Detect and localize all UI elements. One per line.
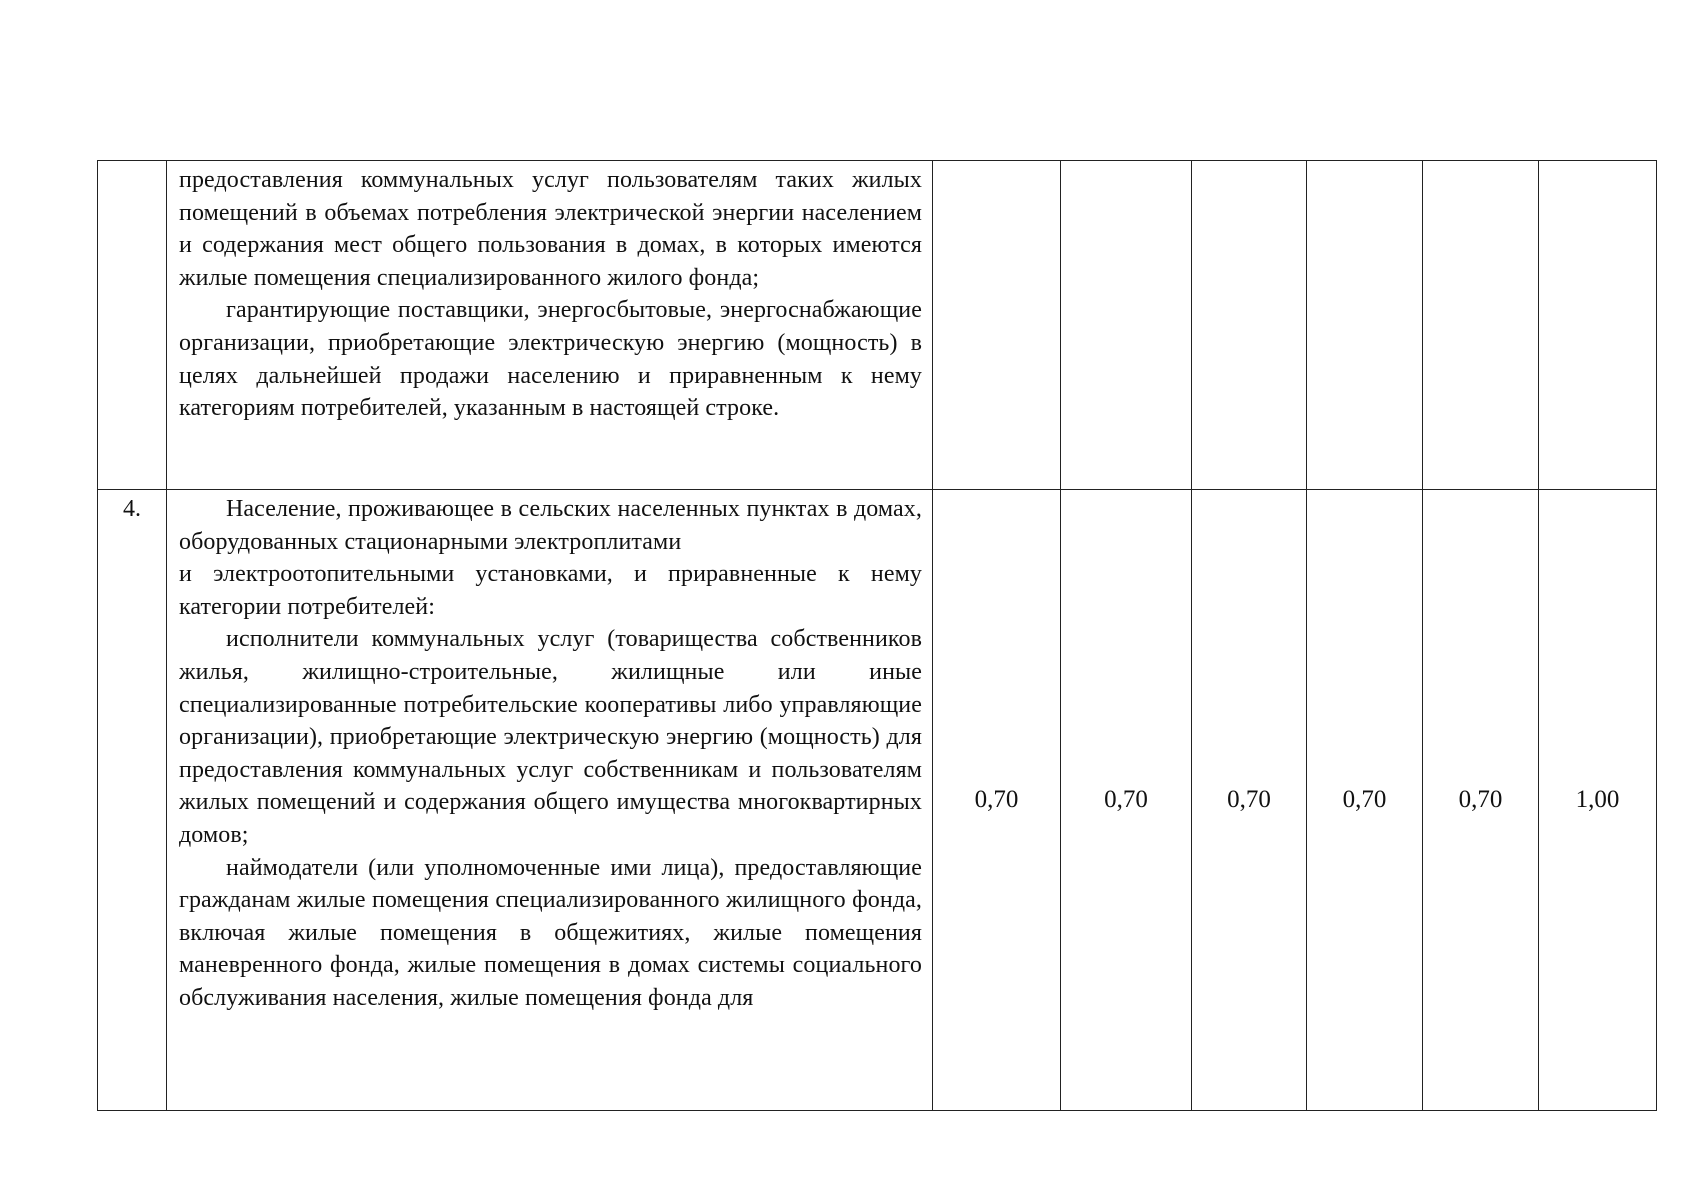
- value-cell-empty: [1423, 161, 1539, 490]
- description-paragraph: наймодатели (или уполномоченные ими лица), предоставляющие гражданам жилые помещения специализированного жилищного фонда, включая жилые помещения в общежитиях, жилые помещения маневренного фонда, жилые помещения в домах системы социального обслуживания населения, жилые помещения фонда для: [179, 854, 922, 1011]
- row-number-cell: [98, 161, 167, 490]
- row-description-cell: [167, 490, 933, 1111]
- description-paragraph: и электроотопительными установками, и приравненные к нему категории потребителей:: [179, 561, 922, 620]
- description-paragraph: предоставления коммунальных услуг пользователям таких жилых помещений в объемах потребления электрической энергии населением и содержания мест общего пользования в домах, в которых имеются жилые помещения специализированного жилого фонда;: [179, 167, 922, 291]
- description-paragraph: Население, проживающее в сельских населенных пунктах в домах, оборудованных стационарными электроплитами: [179, 496, 922, 555]
- table-row-continued: [98, 161, 1657, 490]
- value-cell: 0,70: [1423, 490, 1539, 1111]
- value-cell-empty: [1192, 161, 1307, 490]
- description-paragraph: исполнители коммунальных услуг (товарищества собственников жилья, жилищно-строительные, жилищные или иные специализированные потребительские кооперативы либо управляющие организации), приобретающие электрическую энергию (мощность) для предоставления коммунальных услуг собственникам и пользователям жилых помещений и содержания общего имущества многоквартирных домов;: [179, 626, 922, 848]
- value-cell: 0,70: [1061, 490, 1192, 1111]
- table-row-4: [98, 490, 1657, 1111]
- value-cell: 1,00: [1539, 490, 1657, 1111]
- value-cell: 0,70: [1192, 490, 1307, 1111]
- row-description-cell: [167, 161, 933, 490]
- value-cell-empty: [1061, 161, 1192, 490]
- value-cell: 0,70: [933, 490, 1061, 1111]
- value-cell: 0,70: [1307, 490, 1423, 1111]
- row-number-cell: 4.: [98, 490, 167, 1111]
- value-cell-empty: [933, 161, 1061, 490]
- value-cell-empty: [1307, 161, 1423, 490]
- description-paragraph: гарантирующие поставщики, энергосбытовые, энергоснабжающие организации, приобретающие электрическую энергию (мощность) в целях дальнейшей продажи населению и приравненным к нему категориям потребителей, указанным в настоящей строке.: [179, 297, 922, 422]
- tariff-table: [97, 160, 1657, 1111]
- value-cell-empty: [1539, 161, 1657, 490]
